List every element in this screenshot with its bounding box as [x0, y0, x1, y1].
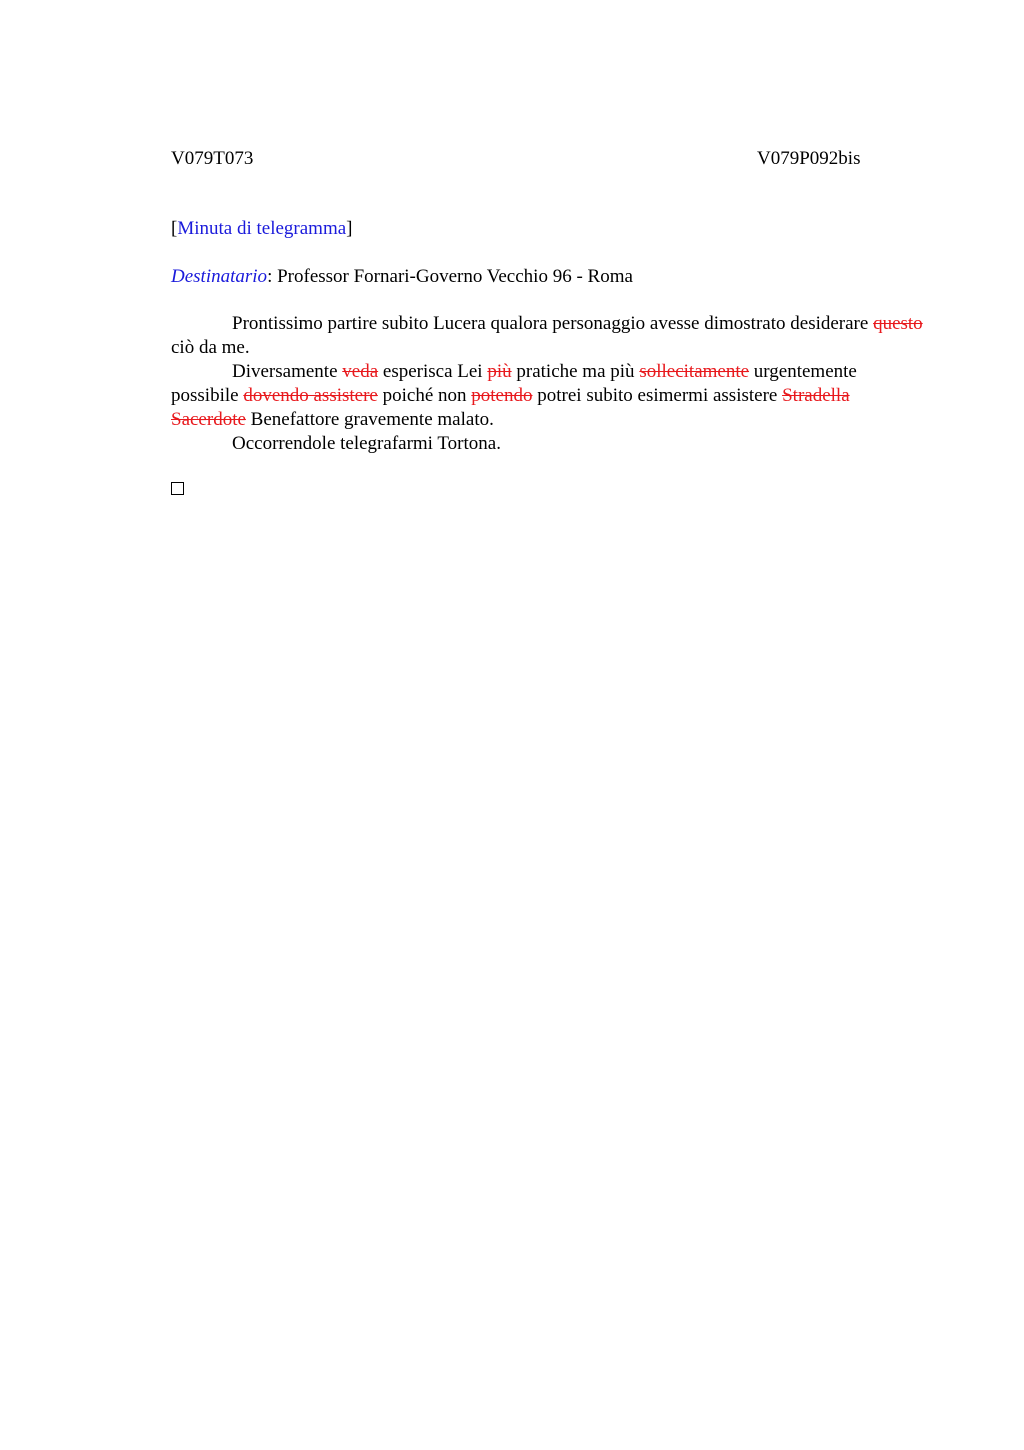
- deleted-word: sollecitamente: [639, 361, 750, 382]
- document-page: [171, 147, 926, 495]
- recipient-label: Destinatario: [171, 266, 268, 287]
- deleted-word: questo: [873, 313, 923, 334]
- document-code-right: V079P092bis: [757, 148, 861, 169]
- paragraph-3: [171, 432, 926, 456]
- recipient-line: [171, 265, 926, 289]
- text-segment: urgentemente possibile: [171, 361, 857, 406]
- deleted-word: dovendo assistere: [243, 385, 378, 406]
- text-segment: Prontissimo partire subito Lucera qualora personaggio avesse dimostrato desiderare: [232, 313, 874, 334]
- deleted-word: potendo: [471, 385, 533, 406]
- text-segment: Diversamente: [232, 361, 343, 382]
- text-segment: ciò da me.: [171, 337, 250, 358]
- text-segment: poiché non: [377, 385, 472, 406]
- document-header: [171, 147, 926, 171]
- square-outline-icon: [171, 482, 184, 495]
- close-bracket: ]: [346, 218, 353, 239]
- deleted-word: veda: [342, 361, 379, 382]
- open-bracket: [: [171, 218, 178, 239]
- document-type: [171, 217, 926, 241]
- text-segment: Benefattore gravemente malato.: [245, 409, 494, 430]
- paragraph-1: [171, 312, 926, 360]
- telegram-body: [171, 312, 926, 456]
- recipient-value: Professor Fornari-Governo Vecchio 96 - Roma: [277, 266, 633, 287]
- text-segment: potrei subito esimermi assistere: [532, 385, 783, 406]
- recipient-separator: :: [267, 266, 278, 287]
- text-segment: esperisca Lei: [378, 361, 488, 382]
- text-segment: pratiche ma più: [511, 361, 640, 382]
- deleted-word: più: [487, 361, 512, 382]
- document-type-title: Minuta di telegramma: [177, 218, 347, 239]
- text-segment: Occorrendole telegrafarmi Tortona.: [232, 433, 501, 454]
- paragraph-2: [171, 360, 926, 432]
- deleted-word: Stradella Sacerdote: [171, 385, 850, 430]
- document-code-left: V079T073: [171, 148, 254, 169]
